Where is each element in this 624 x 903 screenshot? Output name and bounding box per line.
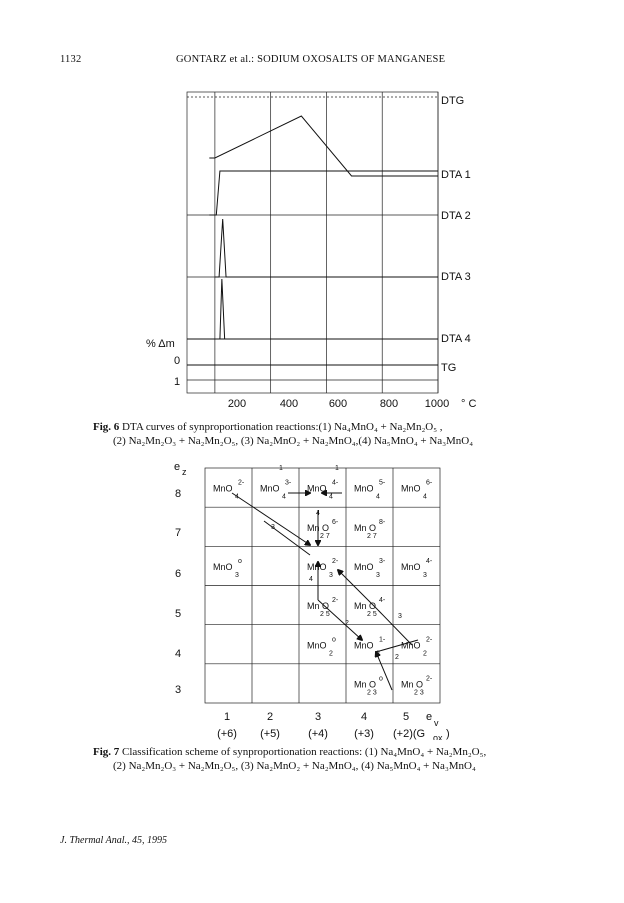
species-base: Mn O	[307, 522, 330, 533]
species-base: MnO	[354, 483, 374, 494]
species-base: Mn O	[354, 601, 377, 612]
species-sub: 2 7	[320, 532, 330, 540]
fig6-frame	[187, 92, 438, 393]
species-charge: 3-	[285, 479, 292, 487]
species-r6c5	[401, 558, 433, 579]
species-charge: 2-	[426, 636, 433, 644]
col-number-2: 2	[266, 711, 274, 723]
species-r5c4	[354, 597, 386, 618]
mass-label: % Δm	[146, 338, 175, 350]
fig7-caption-label: Fig. 7	[93, 746, 120, 758]
arrow-num-4: 4	[316, 510, 320, 517]
species-r8c3	[307, 480, 339, 501]
species-charge: 2-	[332, 597, 339, 605]
species-sub: 3	[235, 571, 239, 579]
species-r7c4	[354, 519, 386, 540]
species-r8c2	[260, 480, 292, 501]
species-base: MnO	[354, 561, 374, 572]
arrow-num-7: 3	[398, 613, 402, 620]
col-number-5: 5	[402, 711, 410, 723]
species-r6c1	[213, 558, 242, 579]
x-tick-200: 200	[227, 398, 247, 410]
fig7-classification-scheme	[0, 450, 624, 740]
species-base: MnO	[213, 561, 233, 572]
curve-label-dta3: DTA 3	[441, 271, 471, 283]
ez-axis-sub: z	[182, 467, 187, 477]
species-charge: 3-	[379, 557, 386, 565]
col-state-3: (+4)	[308, 728, 328, 740]
x-tick-400: 400	[279, 398, 299, 410]
species-sub: 2	[423, 650, 427, 658]
species-charge: o	[332, 636, 336, 644]
row-label-6: 6	[175, 568, 182, 580]
fig6-curve-dta1	[209, 171, 438, 215]
species-sub: 2 3	[414, 689, 424, 697]
curve-label-dta4: DTA 4	[441, 333, 471, 345]
ev-axis-sub: v	[434, 718, 439, 728]
species-r7c3	[307, 519, 339, 540]
fig6-caption-label: Fig. 6	[93, 421, 120, 433]
species-sub: 4	[376, 493, 380, 501]
species-base: MnO	[401, 640, 421, 651]
species-charge: 6-	[332, 518, 339, 526]
fig6-caption-line1: DTA curves of synproportionation reactions:(1) Na₄MnO₄ + Na₂Mn₂O₅ ,	[122, 421, 443, 433]
species-base: MnO	[260, 483, 280, 494]
fig7-caption	[93, 745, 563, 773]
curve-label-dtg: DTG	[441, 95, 465, 107]
curve-label-dta1: DTA 1	[441, 169, 471, 181]
col-state-2: (+5)	[260, 728, 280, 740]
row-label-4: 4	[175, 648, 182, 660]
species-sub: 4	[282, 493, 286, 501]
arrow-num-3: 3	[271, 524, 275, 531]
species-base: MnO	[213, 483, 233, 494]
col-state-4: (+3)	[354, 728, 374, 740]
species-sub: 3	[329, 571, 333, 579]
arrow-10-a	[376, 652, 392, 690]
arrow-num-6: 2	[345, 620, 349, 627]
row-label-8: 8	[175, 488, 182, 500]
species-charge: 2-	[238, 479, 245, 487]
fig6-curve-dta3	[216, 279, 438, 339]
x-unit: ° C	[461, 398, 477, 410]
species-sub: 2 3	[367, 689, 377, 697]
curve-label-dta2: DTA 2	[441, 210, 471, 222]
row-label-7: 7	[175, 527, 182, 539]
x-tick-1000: 1000	[424, 398, 450, 410]
arrow-num-1: 1	[279, 465, 283, 472]
species-r8c1	[213, 480, 245, 501]
species-charge: 5-	[379, 479, 386, 487]
species-sub: 4	[235, 493, 239, 501]
species-r8c5	[401, 480, 433, 501]
species-sub: 4	[329, 493, 333, 501]
species-base: MnO	[307, 483, 327, 494]
row-label-3: 3	[175, 684, 182, 696]
species-charge: 1-	[379, 636, 386, 644]
species-charge: 4-	[426, 557, 433, 565]
curve-label-tg: TG	[441, 362, 457, 374]
col-number-4: 4	[360, 711, 368, 723]
species-sub: 2	[329, 650, 333, 658]
species-base: MnO	[354, 640, 374, 651]
running-title: GONTARZ et al.: SODIUM OXOSALTS OF MANGANESE	[176, 54, 446, 65]
species-base: Mn O	[307, 601, 330, 612]
species-charge: 4-	[379, 597, 386, 605]
col-state-5-sub: ox	[433, 733, 443, 740]
fig7-caption-line1: Classification scheme of synproportionation reactions: (1) Na₄MnO₄ + Na₂Mn₂O₅,	[122, 746, 487, 758]
species-r4c4	[354, 636, 386, 657]
species-base: Mn O	[354, 522, 377, 533]
arrow-num-2: 1	[335, 465, 339, 472]
col-number-1: 1	[223, 711, 231, 723]
species-sub: 4	[423, 493, 427, 501]
mass-tick-0: 0	[174, 355, 181, 367]
arrow-num-8: 2	[395, 654, 399, 661]
species-r4c3	[307, 636, 336, 657]
species-r4c5	[401, 636, 433, 657]
fig6-caption-line2: (2) Na₂Mn₂O₃ + Na₂Mn₂O₅, (3) Na₂MnO₂ + Na₂MnO₄,(4) Na₅MnO₄ + Na₃MnO₄	[113, 435, 474, 447]
species-r6c4	[354, 558, 386, 579]
x-tick-600: 600	[328, 398, 348, 410]
ez-axis-label: e	[174, 461, 181, 473]
species-charge: 6-	[426, 479, 433, 487]
col-state-5-close: )	[446, 728, 450, 740]
fig6-caption	[93, 420, 563, 448]
species-r8c4	[354, 480, 386, 501]
journal-footer: J. Thermal Anal., 45, 1995	[60, 835, 168, 846]
species-r3c4	[354, 675, 383, 696]
species-base: Mn O	[354, 679, 377, 690]
species-sub: 2 5	[367, 611, 377, 619]
species-charge: 8-	[379, 518, 386, 526]
species-sub: 3	[423, 571, 427, 579]
row-label-5: 5	[175, 608, 182, 620]
species-sub: 2 7	[367, 532, 377, 540]
species-sub: 2 5	[320, 611, 330, 619]
x-tick-800: 800	[379, 398, 399, 410]
col-state-1: (+6)	[217, 728, 237, 740]
species-base: Mn O	[401, 679, 424, 690]
fig7-caption-line2: (2) Na₂Mn₂O₃ + Na₂Mn₂O₅, (3) Na₂MnO₂ + Na₂MnO₄, (4) Na₅MnO₄ + Na₃MnO₄	[113, 760, 476, 772]
species-r3c5	[401, 675, 433, 696]
arrow-1-a	[232, 493, 310, 545]
fig6-dta-chart	[0, 0, 624, 420]
species-charge: 4-	[332, 479, 339, 487]
arrow-num-5: 4	[309, 576, 313, 583]
fig6-curve-dtg	[209, 116, 438, 176]
mass-tick-1: 1	[174, 376, 181, 388]
col-state-5: (+2)(G	[393, 728, 426, 740]
species-base: MnO	[307, 640, 327, 651]
page-number: 1132	[60, 54, 82, 65]
species-charge: 2-	[332, 557, 339, 565]
species-sub: 2	[376, 650, 380, 658]
species-charge: o	[238, 557, 242, 565]
species-base: MnO	[307, 561, 327, 572]
species-charge: 2-	[426, 675, 433, 683]
col-number-3: 3	[314, 711, 322, 723]
species-base: MnO	[401, 483, 421, 494]
species-sub: 3	[376, 571, 380, 579]
species-base: MnO	[401, 561, 421, 572]
species-charge: o	[379, 675, 383, 683]
ev-axis-label: e	[426, 711, 433, 723]
